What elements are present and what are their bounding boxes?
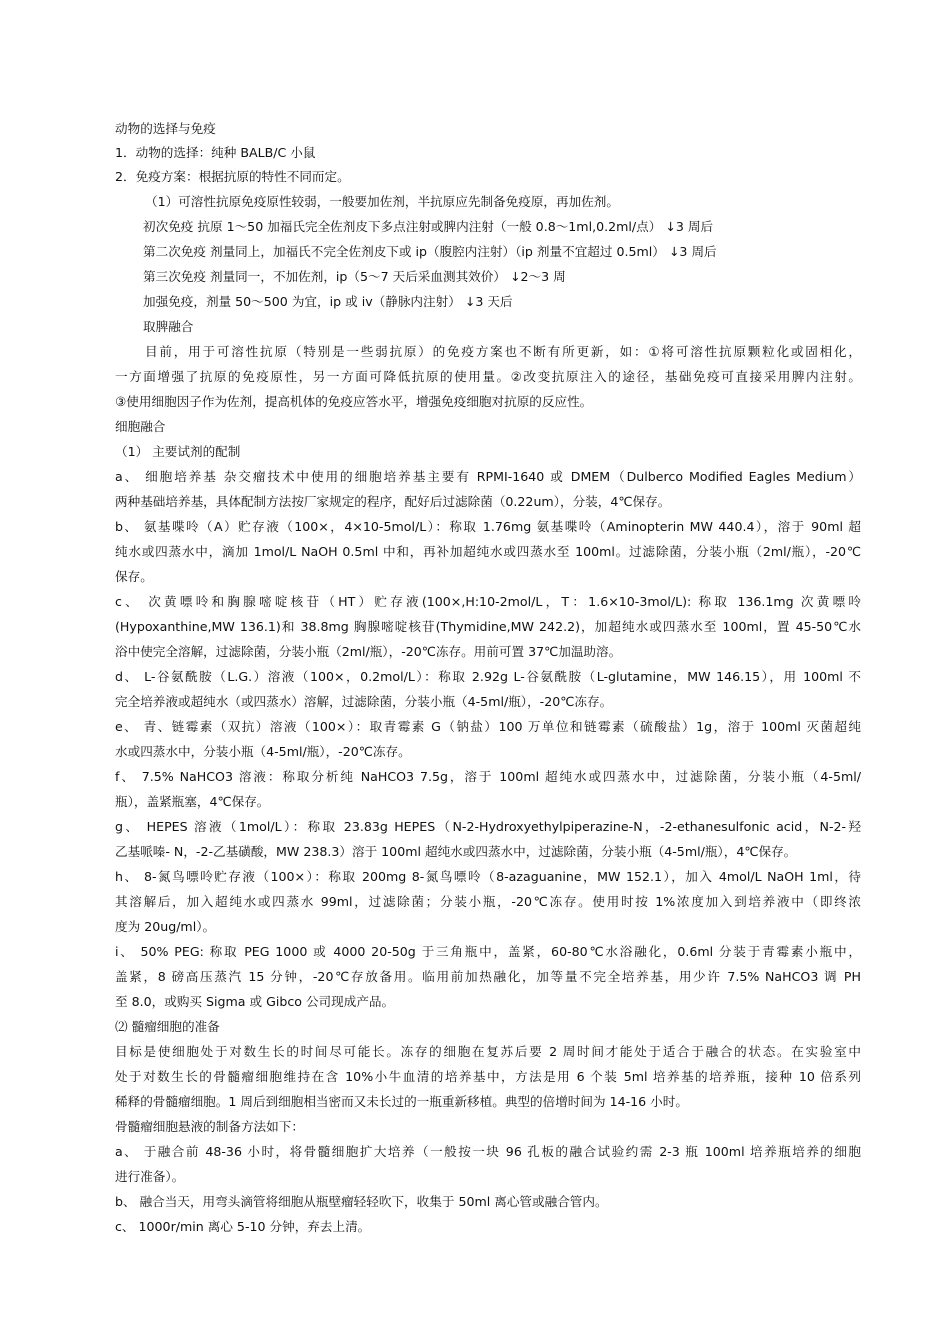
reagent-item-c: c、 次黄嘌呤和胸腺嘧啶核苷（HT）贮存液(100×,H:10-2mol/L，T：1.6×10-3mol/L): 称取 136.1mg 次黄嘌呤 bbox=[115, 594, 861, 609]
reagent-item-f-cont: 瓶），盖紧瓶塞，4℃保存。 bbox=[115, 794, 270, 809]
subsection-title: 骨髓瘤细胞悬液的制备方法如下： bbox=[115, 1119, 304, 1134]
paragraph-line: 目标是使细胞处于对数生长的时间尽可能长。冻存的细胞在复苏后要 2 周时间才能处于适合于融合的状态。在实验室中 bbox=[115, 1044, 861, 1059]
reagent-item-b-cont: 保存。 bbox=[115, 569, 153, 584]
reagent-item-e-cont: 水或四蒸水中，分装小瓶（4-5ml/瓶），-20℃冻存。 bbox=[115, 744, 411, 759]
paragraph-line: 目前，用于可溶性抗原（特别是一些弱抗原）的免疫方案也不断有所更新，如：①将可溶性抗原颗粒化或固相化， bbox=[145, 344, 861, 359]
paragraph-line: 处于对数生长的骨髓瘤细胞维持在含 10%小牛血清的培养基中，方法是用 6 个装 5ml 培养基的培养瓶，接种 10 倍系列 bbox=[115, 1069, 861, 1084]
reagent-item-f: f、 7.5% NaHCO3 溶液：称取分析纯 NaHCO3 7.5g，溶于 100ml 超纯水或四蒸水中，过滤除菌，分装小瓶（4-5ml/ bbox=[115, 769, 861, 784]
reagent-item-d-cont: 完全培养液或超纯水（或四蒸水）溶解，过滤除菌，分装小瓶（4-5ml/瓶），-20℃冻存。 bbox=[115, 694, 613, 709]
immunization-step-3: 第三次免疫 剂量同一，不加佐剂，ip（5～7 天后采血测其效价） ↓2～3 周 bbox=[143, 269, 566, 284]
reagent-item-g-cont: 乙基哌嗪- N，-2-乙基磺酸，MW 238.3）溶于 100ml 超纯水或四蒸水中，过滤除菌，分装小瓶（4-5ml/瓶），4℃保存。 bbox=[115, 844, 797, 859]
section-title: 细胞融合 bbox=[115, 419, 166, 434]
reagent-item-g: g、 HEPES 溶液（1mol/L）：称取 23.83g HEPES（N-2-Hydroxyethylpiperazine-N，-2-ethanesulfonic acid，N-2-羟 bbox=[115, 819, 861, 834]
immunization-plan-line: 2．免疫方案：根据抗原的特性不同而定。 bbox=[115, 169, 350, 184]
reagent-item-h: h、 8-氮鸟嘌呤贮存液（100×）：称取 200mg 8-氮鸟嘌呤（8-azaguanine，MW 152.1），加入 4mol/L NaOH 1ml，待 bbox=[115, 869, 861, 884]
reagent-item-h-cont: 度为 20ug/ml）。 bbox=[115, 919, 216, 934]
step-item-c: c、 1000r/min 离心 5-10 分钟，弃去上清。 bbox=[115, 1219, 371, 1234]
step-item-a: a、 于融合前 48-36 小时，将骨髓细胞扩大培养（一般按一块 96 孔板的融合试验约需 2-3 瓶 100ml 培养瓶培养的细胞 bbox=[115, 1144, 861, 1159]
reagent-item-i-cont: 盖紧，8 磅高压蒸汽 15 分钟，-20℃存放备用。临用前加热融化，加等量不完全培养基，用少许 7.5% NaHCO3 调 PH bbox=[115, 969, 861, 984]
immunization-step-1: 初次免疫 抗原 1～50 加福氏完全佐剂皮下多点注射或脾内注射（一般 0.8～1ml,0.2ml/点） ↓3 周后 bbox=[143, 219, 714, 234]
reagent-item-i-cont: 至 8.0，或购买 Sigma 或 Gibco 公司现成产品。 bbox=[115, 994, 395, 1009]
subsection-title: （1） 主要试剂的配制 bbox=[115, 444, 241, 459]
immunization-step-2: 第二次免疫 剂量同上，加福氏不完全佐剂皮下或 ip（腹腔内注射）（ip 剂量不宜超过 0.5ml） ↓3 周后 bbox=[143, 244, 717, 259]
paragraph-line: 一方面增强了抗原的免疫原性，另一方面可降低抗原的使用量。②改变抗原注入的途径，基础免疫可直接采用脾内注射。 bbox=[115, 369, 861, 384]
paragraph-line: 稀释的骨髓瘤细胞。1 周后到细胞相当密而又未长过的一瓶重新移植。典型的倍增时间为 14-16 小时。 bbox=[115, 1094, 688, 1109]
immunization-intro: （1）可溶性抗原免疫原性较弱，一般要加佐剂，半抗原应先制备免疫原，再加佐剂。 bbox=[145, 194, 619, 209]
reagent-item-c-cont: 浴中使完全溶解，过滤除菌，分装小瓶（2ml/瓶），-20℃冻存。用前可置 37℃加温助溶。 bbox=[115, 644, 622, 659]
reagent-item-a: a、 细胞培养基 杂交瘤技术中使用的细胞培养基主要有 RPMI-1640 或 DMEM（Dulberco Modified Eagles Medium） bbox=[115, 469, 861, 484]
reagent-item-c-cont: (Hypoxanthine,MW 136.1)和 38.8mg 胸腺嘧啶核苷(Thymidine,MW 242.2)，加超纯水或四蒸水至 100ml，置 45-50℃水 bbox=[115, 619, 861, 634]
reagent-item-e: e、 青、链霉素（双抗）溶液（100×）：取青霉素 G（钠盐）100 万单位和链霉素（硫酸盐）1g，溶于 100ml 灭菌超纯 bbox=[115, 719, 861, 734]
reagent-item-d: d、 L-谷氨酰胺（L.G.）溶液（100×，0.2mol/L）：称取 2.92g L-谷氨酰胺（L-glutamine，MW 146.15），用 100ml 不 bbox=[115, 669, 861, 684]
paragraph-line: ③使用细胞因子作为佐剂，提高机体的免疫应答水平，增强免疫细胞对抗原的反应性。 bbox=[115, 394, 593, 409]
step-item-a-cont: 进行准备）。 bbox=[115, 1169, 185, 1184]
animal-selection-line: 1．动物的选择：纯种 BALB/C 小鼠 bbox=[115, 145, 316, 160]
step-item-b: b、 融合当天，用弯头滴管将细胞从瓶壁瘤轻轻吹下，收集于 50ml 离心管或融合管内。 bbox=[115, 1194, 608, 1209]
reagent-item-b: b、 氨基喋呤（A）贮存液（100×，4×10-5mol/L）：称取 1.76mg 氨基喋呤（Aminopterin MW 440.4），溶于 90ml 超 bbox=[115, 519, 861, 534]
subsection-title: ⑵ 髓瘤细胞的准备 bbox=[115, 1019, 220, 1034]
reagent-item-h-cont: 其溶解后，加入超纯水或四蒸水 99ml，过滤除菌；分装小瓶，-20℃冻存。使用时按 1%浓度加入到培养液中（即终浓 bbox=[115, 894, 861, 909]
reagent-item-b-cont: 纯水或四蒸水中，滴加 1mol/L NaOH 0.5ml 中和，再补加超纯水或四蒸水至 100ml。过滤除菌，分装小瓶（2ml/瓶），-20℃ bbox=[115, 544, 861, 559]
section-title: 动物的选择与免疫 bbox=[115, 121, 216, 136]
reagent-item-a-cont: 两种基础培养基，具体配制方法按厂家规定的程序，配好后过滤除菌（0.22um），分装，4℃保存。 bbox=[115, 494, 671, 509]
immunization-boost: 加强免疫，剂量 50～500 为宜，ip 或 iv（静脉内注射） ↓3 天后 bbox=[143, 294, 513, 309]
reagent-item-i: i、 50% PEG: 称取 PEG 1000 或 4000 20-50g 于三角瓶中，盖紧，60-80℃水浴融化，0.6ml 分装于青霉素小瓶中， bbox=[115, 944, 861, 959]
spleen-fusion-line: 取脾融合 bbox=[143, 319, 194, 334]
